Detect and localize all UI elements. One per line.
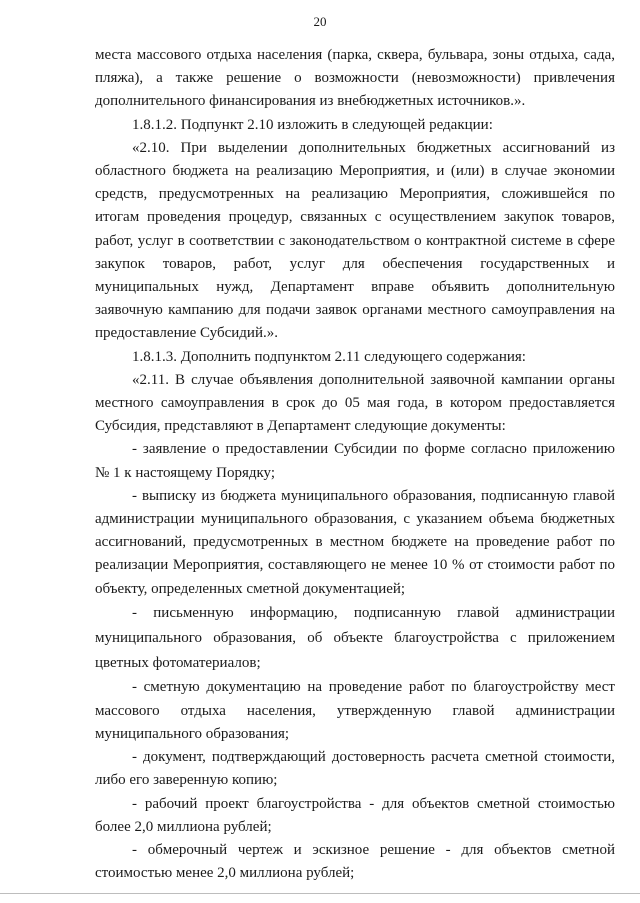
list-item-estimate-documentation: - сметную документацию на проведение работ по благоустройству мест массового отдыха населения, утвержденную главой администрации муниципального образования; [95, 679, 615, 742]
page-number: 20 [313, 14, 327, 29]
list-item-written-information: - письменную информацию, подписанную главой администрации муниципального образования, об объекте благоустройства с приложением цветных фотоматериалов; [95, 604, 615, 672]
page-bottom-edge [0, 893, 640, 894]
paragraph-clause-2-10: «2.10. При выделении дополнительных бюджетных ассигнований из областного бюджета на реализацию Мероприятия, и (или) в случае экономии средств, предусмотренных на реализацию Мероприятия, сложившейся по итогам проведения процедур, связанных с осуществлением закупок товаров, работ, услуг в соответствии с законодательством о контрактной системе в сфере закупок товаров, работ, услуг для обеспечения государственных и муниципальных нужд, Департамент вправе объявить дополнительную заявочную кампанию для подачи заявок органами местного самоуправления на предоставление Субсидий.». [95, 139, 615, 342]
list-item-budget-extract: - выписку из бюджета муниципального образования, подписанную главой администрации муниципального образования, с указанием объема бюджетных ассигнований, предусмотренных в местном бюджете на проведение работ по реализации Мероприятия, составляющего не менее 10 % от стоимости работ по объекту, определенных сметной документацией; [95, 487, 615, 597]
list-item-application: - заявление о предоставлении Субсидии по форме согласно приложению № 1 к настоящему Порядку; [95, 441, 615, 481]
list-item-cost-confirmation: - документ, подтверждающий достоверность расчета сметной стоимости, либо его заверенную копию; [95, 749, 615, 789]
document-body [95, 44, 615, 885]
list-item-measurement-drawing: - обмерочный чертеж и эскизное решение - для объектов сметной стоимостью менее 2,0 миллиона рублей; [95, 841, 615, 882]
paragraph-clause-2-11: «2.11. В случае объявления дополнительной заявочной кампании органы местного самоуправления в срок до 05 мая года, в котором предоставляется Субсидия, представляют в Департамент следующие документы: [95, 371, 615, 435]
list-item-working-project: - рабочий проект благоустройства - для объектов сметной стоимостью более 2,0 миллиона рублей; [95, 795, 615, 835]
paragraph-subitem-1-8-1-3: 1.8.1.3. Дополнить подпунктом 2.11 следующего содержания: [132, 348, 526, 365]
paragraph-continuation: места массового отдыха населения (парка, сквера, бульвара, зоны отдыха, сада, пляжа), а также решение о возможности (невозможности) привлечения дополнительного финансирования из внебюджетных источников.». [95, 47, 615, 110]
paragraph-subitem-1-8-1-2: 1.8.1.2. Подпункт 2.10 изложить в следующей редакции: [132, 116, 493, 133]
